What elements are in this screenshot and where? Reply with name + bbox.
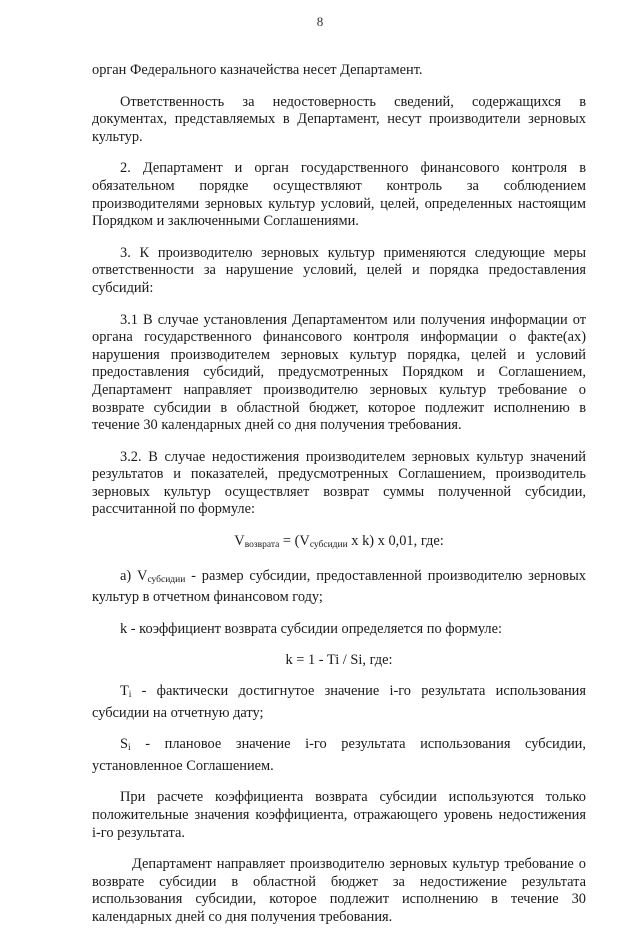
paragraph-3-2: 3.2. В случае недостижения производителем зерновых культур значений результатов и показателей, предусмотренных Соглашением, производитель зерновых культур осуществляет возврат суммы полученной субсидии, рассчитанной по формуле: (92, 448, 586, 518)
paragraph-si-definition: Si - плановое значение i-го результата использования субсидии, установленное Соглашением. (92, 736, 586, 774)
paragraph-a-subsidy-size: а) Vсубсидии - размер субсидии, предоставленной производителю зерновых культур в отчетном финансовом году; (92, 567, 587, 606)
paragraph-positive-values: При расчете коэффициента возврата субсидии используются только положительные значения коэффициента, отражающего уровень недостижения i-го результата. (92, 789, 586, 841)
formula-k: k = 1 - Ti / Si, где: (285, 652, 393, 669)
paragraph-3-1: 3.1 В случае установления Департаментом или получения информации от органа государственного финансового контроля информации о факте(ах) нарушения производителем зерновых культур порядка, целей и условий предоставления субсидий, предусмотренных Порядком и Соглашением, Департамент направляет производителю зерновых культур требование о возврате субсидии в областной бюджет, которое подлежит исполнению в течение 30 календарных дней со дня получения требования. (92, 311, 586, 434)
paragraph-3-measures: 3. К производителю зерновых культур применяются следующие меры ответственности за нарушение условий, целей и порядка предоставления субсидий: (92, 244, 586, 296)
paragraph-2-control: 2. Департамент и орган государственного финансового контроля в обязательном порядке осуществляют контроль за соблюдением производителями зерновых культур условий, целей, определенных настоящим Порядком и заключенными Соглашениями. (92, 160, 586, 230)
paragraph-refund-requirement: Департамент направляет производителю зерновых культур требование о возврате субсидии в областной бюджет за недостижение результата использования субсидии, которое подлежит исполнению в течение 30 календарных дней со дня получения требования. (92, 856, 586, 925)
paragraph-ti-definition: Ti - фактически достигнутое значение i-го результата использования субсидии на отчетную дату; (92, 683, 586, 721)
paragraph-k-coefficient: k - коэффициент возврата субсидии определяется по формуле: (120, 620, 502, 637)
paragraph-continuation: орган Федерального казначейства несет Департамент. (92, 62, 423, 78)
document-body (92, 62, 586, 941)
formula-refund: Vвозврата = (Vсубсидии x k) x 0,01, где: (234, 533, 444, 551)
page-number: 8 (316, 14, 324, 29)
paragraph-responsibility: Ответственность за недостоверность сведений, содержащихся в документах, представляемых в Департамент, несут производители зерновых культур. (92, 93, 586, 145)
